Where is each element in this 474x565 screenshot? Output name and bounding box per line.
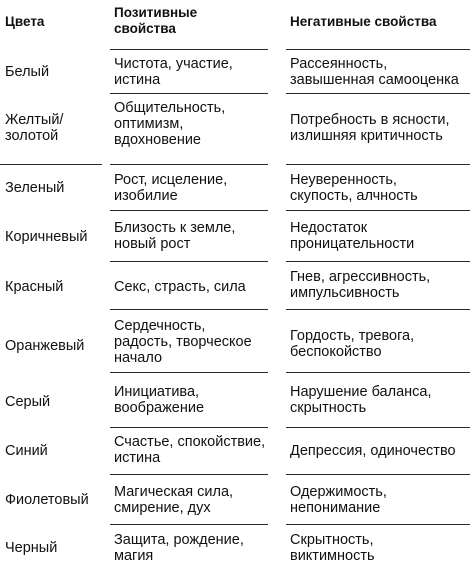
row-positive: [114, 318, 252, 366]
row-negative-line: проницательности: [290, 236, 415, 252]
row-positive: [114, 532, 244, 564]
row-divider: [110, 474, 268, 475]
row-positive-line: Инициатива,: [114, 384, 200, 400]
row-divider: [286, 372, 470, 373]
row-positive-line: Секс, страсть, сила: [114, 279, 246, 295]
header-color: [5, 14, 44, 30]
row-divider: [110, 372, 268, 373]
row-positive-line: магия: [114, 548, 154, 564]
row-divider: [286, 524, 470, 525]
row-divider: [110, 427, 268, 428]
row-negative: [290, 384, 432, 416]
row-color-line: золотой: [5, 128, 59, 144]
row-negative-line: Скрытность,: [290, 532, 374, 548]
row-positive-line: истина: [114, 450, 161, 466]
row-color: [5, 64, 49, 80]
header-positive: [114, 5, 197, 37]
row-color-line: Красный: [5, 279, 64, 295]
row-positive-line: Рост, исцеление,: [114, 172, 228, 188]
row-positive: [114, 56, 233, 88]
row-color: [5, 443, 48, 459]
row-color-line: Коричневый: [5, 229, 88, 245]
row-positive: [114, 279, 246, 295]
row-positive-line: новый рост: [114, 236, 191, 252]
header-divider-negative: [286, 49, 470, 50]
row-divider: [110, 261, 268, 262]
header-positive-line-2: свойства: [114, 21, 176, 36]
row-color: [5, 229, 88, 245]
header-positive-line-1: Позитивные: [114, 5, 198, 20]
row-negative-line: излишняя критичность: [290, 128, 443, 144]
row-color-line: Серый: [5, 394, 51, 410]
row-negative-line: скупость, алчность: [290, 188, 418, 204]
row-negative: [290, 269, 430, 301]
row-negative: [290, 484, 387, 516]
row-divider: [286, 261, 470, 262]
row-color: [5, 492, 89, 508]
row-negative: [290, 532, 375, 564]
row-divider: [110, 164, 268, 165]
row-color-line: Желтый/: [5, 112, 64, 128]
row-color: [5, 338, 84, 354]
row-positive-line: Сердечность,: [114, 318, 206, 334]
row-negative-line: виктимность: [290, 548, 375, 564]
row-positive-line: Магическая сила,: [114, 484, 234, 500]
row-divider: [110, 309, 268, 310]
row-negative-line: Неуверенность,: [290, 172, 397, 188]
row-negative-line: Недостаток: [290, 220, 368, 236]
row-negative-line: Депрессия, одиночество: [290, 443, 456, 459]
row-color-line: Черный: [5, 540, 58, 556]
row-color: [5, 112, 63, 144]
row-positive: [114, 172, 227, 204]
row-negative-line: беспокойство: [290, 344, 382, 360]
row-negative-line: непонимание: [290, 500, 381, 516]
row-divider: [286, 427, 470, 428]
row-divider: [286, 210, 470, 211]
row-negative-line: Нарушение баланса,: [290, 384, 432, 400]
header-divider-positive: [110, 49, 268, 50]
row-negative-line: Потребность в ясности,: [290, 112, 450, 128]
row-positive-line: радость, творческое: [114, 334, 252, 350]
row-positive-line: оптимизм,: [114, 116, 184, 132]
row-negative-line: Гнев, агрессивность,: [290, 269, 431, 285]
table-header: [0, 0, 474, 52]
row-positive-line: изобилие: [114, 188, 178, 204]
header-negative: [290, 14, 436, 30]
row-divider: [110, 93, 268, 94]
row-positive: [114, 434, 265, 466]
row-negative: [290, 56, 459, 88]
row-negative-line: Рассеянность,: [290, 56, 388, 72]
row-negative: [290, 112, 450, 144]
row-divider: [286, 164, 470, 165]
row-positive-line: начало: [114, 350, 163, 366]
row-color: [5, 279, 63, 295]
row-positive: [114, 484, 233, 516]
row-positive-line: истина: [114, 72, 161, 88]
header-color-text: Цвета: [5, 14, 45, 29]
row-divider: [286, 93, 470, 94]
row-positive-line: Общительность,: [114, 100, 226, 116]
row-negative-line: скрытность: [290, 400, 367, 416]
row-color-line: Синий: [5, 443, 48, 459]
row-positive: [114, 220, 235, 252]
row-divider: [0, 164, 102, 165]
row-color-line: Оранжевый: [5, 338, 85, 354]
row-negative: [290, 220, 414, 252]
row-divider: [110, 524, 268, 525]
row-positive: [114, 100, 225, 148]
row-negative: [290, 328, 414, 360]
row-color: [5, 180, 64, 196]
row-negative: [290, 443, 456, 459]
row-positive-line: Защита, рождение,: [114, 532, 244, 548]
row-negative-line: импульсивность: [290, 285, 400, 301]
row-positive-line: вдохновение: [114, 132, 201, 148]
row-color-line: Зеленый: [5, 180, 65, 196]
row-negative-line: Одержимость,: [290, 484, 387, 500]
row-positive: [114, 384, 204, 416]
row-positive-line: смирение, дух: [114, 500, 211, 516]
row-positive-line: воображение: [114, 400, 205, 416]
row-negative: [290, 172, 418, 204]
row-color: [5, 394, 50, 410]
row-negative-line: завышенная самооценка: [290, 72, 459, 88]
row-positive-line: Чистота, участие,: [114, 56, 233, 72]
row-color-line: Белый: [5, 64, 50, 80]
row-divider: [286, 474, 470, 475]
row-color-line: Фиолетовый: [5, 492, 89, 508]
row-divider: [110, 210, 268, 211]
row-negative-line: Гордость, тревога,: [290, 328, 415, 344]
row-positive-line: Близость к земле,: [114, 220, 236, 236]
row-divider: [286, 309, 470, 310]
row-color: [5, 540, 57, 556]
header-negative-text: Негативные свойства: [290, 14, 437, 29]
row-positive-line: Счастье, спокойствие,: [114, 434, 266, 450]
